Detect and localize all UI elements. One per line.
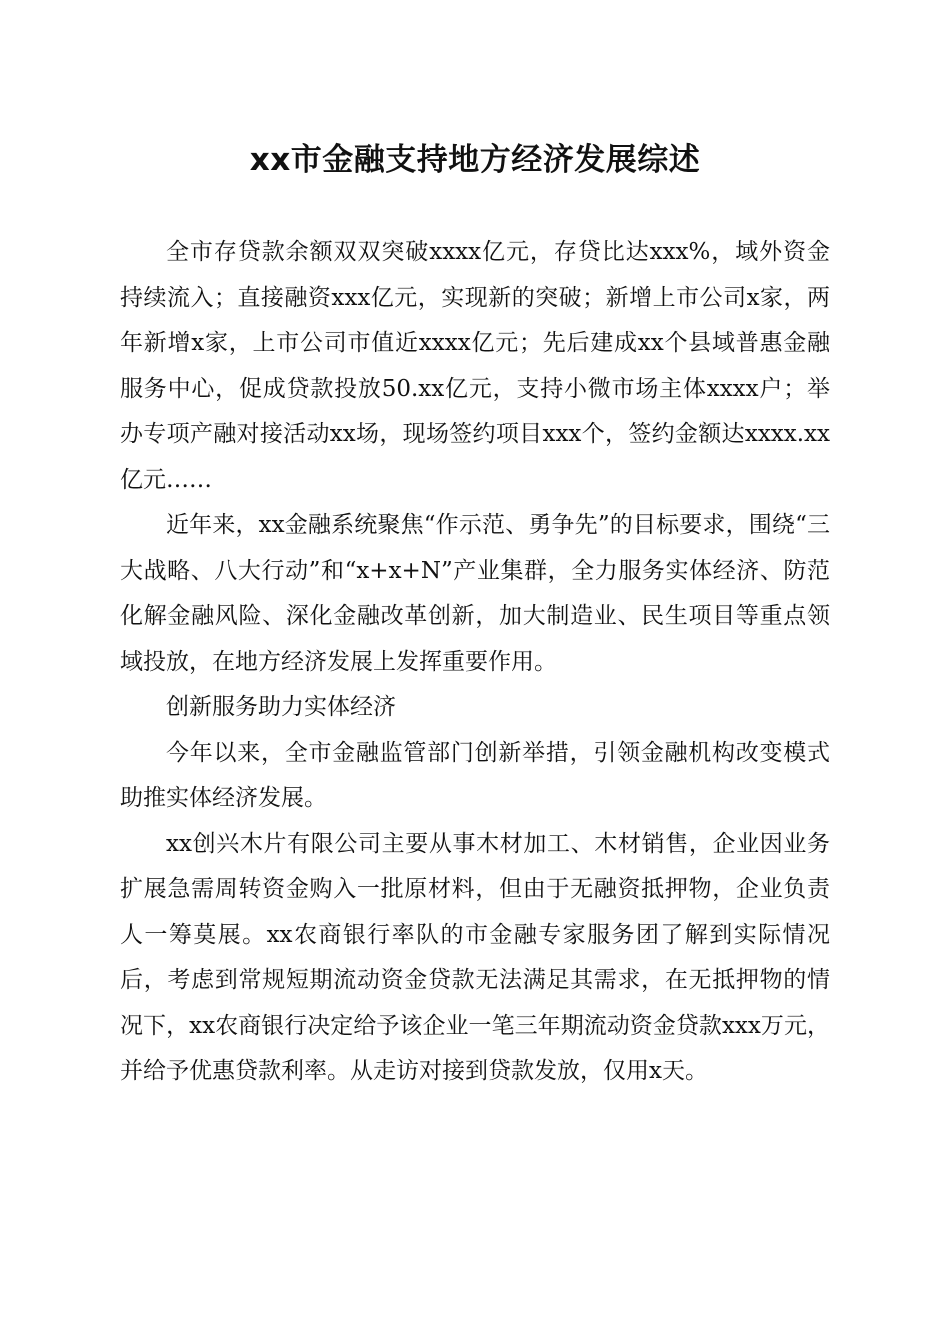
- document-body: [120, 230, 830, 1095]
- paragraph-case-study: xx创兴木片有限公司主要从事木材加工、木材销售，企业因业务扩展急需周转资金购入一批原材料，但由于无融资抵押物，企业负责人一筹莫展。xx农商银行率队的市金融专家服务团了解到实际情况后，考虑到常规短期流动资金贷款无法满足其需求，在无抵押物的情况下，xx农商银行决定给予该企业一笔三年期流动资金贷款xxx万元，并给予优惠贷款利率。从走访对接到贷款发放，仅用x天。: [120, 830, 830, 1084]
- section-heading: 创新服务助力实体经济: [166, 694, 396, 720]
- paragraph-overview: 近年来，xx金融系统聚焦“作示范、勇争先”的目标要求，围绕“三大战略、八大行动”和“x+x+N”产业集群，全力服务实体经济、防范化解金融风险、深化金融改革创新，加大制造业、民生项目等重点领域投放，在地方经济发展上发挥重要作用。: [120, 512, 830, 675]
- paragraph-summary: 全市存贷款余额双双突破xxxx亿元，存贷比达xxx%，域外资金持续流入；直接融资xxx亿元，实现新的突破；新增上市公司x家，两年新增x家，上市公司市值近xxxx亿元；先后建成xx个县域普惠金融服务中心，促成贷款投放50.xx亿元，支持小微市场主体xxxx户；举办专项产融对接活动xx场，现场签约项目xxx个，签约金额达xxxx.xx亿元……: [120, 239, 830, 493]
- document-title: xx市金融支持地方经济发展综述: [249, 142, 701, 178]
- paragraph-intro: 今年以来，全市金融监管部门创新举措，引领金融机构改变模式助推实体经济发展。: [120, 739, 830, 811]
